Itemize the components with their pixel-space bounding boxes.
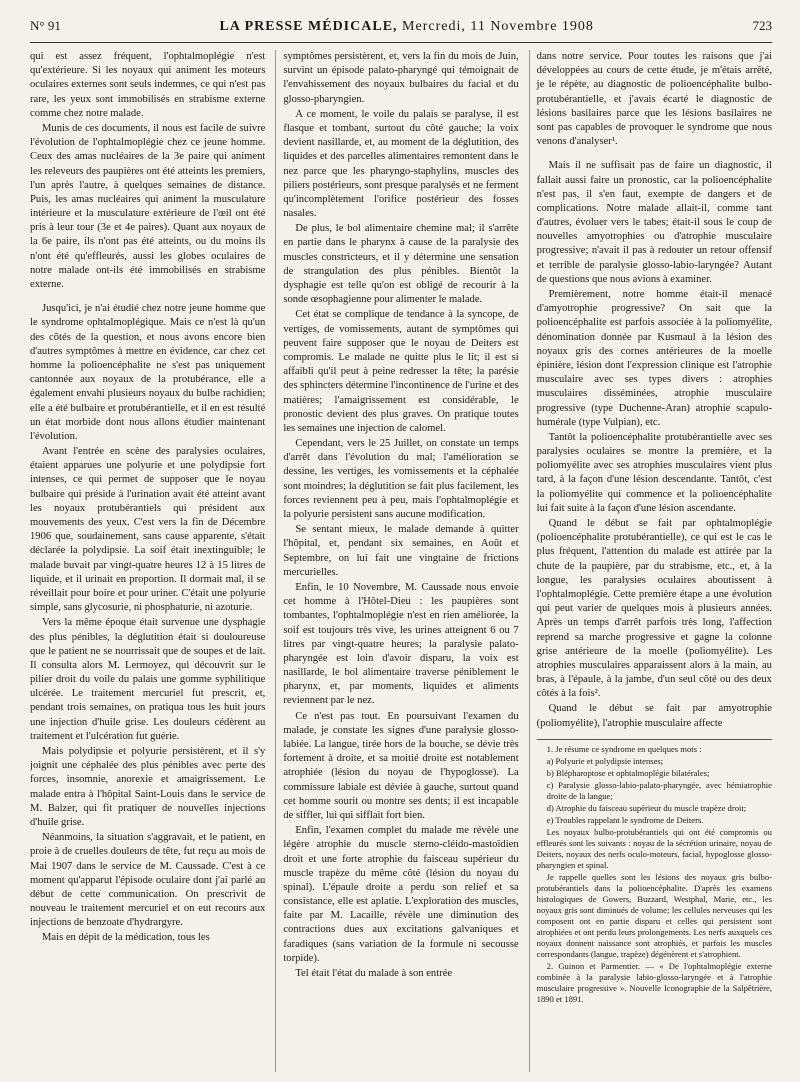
footnote: Je rappelle quelles sont les lésions des noyaux gris bulbo-protubérantiels dans la polioencéphalite. D'après les examens histologiques de Gowers, Buzzard, Westphal, Marie, etc., les noyaux gris sont diminués de volume; les cellules nerveuses qui les composent ont en partie disparu et celles qui persistent sont atrophiées et ont perdu leurs prolongements. Les nerfs auxquels ces noyaux donnent naissance sont atrophiés, et parfois les muscles correspondants (langue, trapèze) dégénèrent et s'atrophient.: [536, 871, 772, 959]
journal-line: [219, 19, 593, 35]
paragraph: Mais il ne suffisait pas de faire un diagnostic, il fallait aussi faire un pronostic, car la polioencéphalite n'est pas, il s'en faut, exempte de dangers et de complications. Notre malade allait-il, comme tant d'autres, évoluer vers le tabes; était-il sous le coup de nouvelles amyotrophies ou d'atrophie musculaire progressive; n'avait il pas à redouter un retour offensif et terrible de paralysie glosso-labio-laryngée? Autant de questions que nous avions à examiner.: [536, 160, 772, 285]
footnote-item: d) Atrophie du faisceau supérieur du muscle trapèze droit;: [546, 802, 747, 813]
paragraph: De plus, le bol alimentaire chemine mal; il s'arrête en partie dans le pharynx à cause de la paralysie des muscles constricteurs, et il y détermine une sensation de strangulation des plus pénibles. Bientôt la dysphagie est telle qu'on est obligé de recourir à la sonde œsophagienne pour alimenter le malade.: [283, 223, 519, 306]
issue-date: Mercredi, 11 Novembre 1908: [402, 19, 594, 34]
page-header: [30, 18, 772, 43]
paragraph: symptômes persistèrent, et, vers la fin du mois de Juin, survint un épisode palato-pharyngé qui témoignait de l'envahissement des noyaux bulbaires du facial et du glosso-pharyngien.: [283, 51, 519, 105]
paragraph: Tantôt la polioencéphalite protubérantielle avec ses paralysies oculaires se montre la première, et la poliomyélite avec ses atrophies musculaires vient plus tard, à la façon d'une lésion descendante. Tantôt, c'est la poliomyélite qui commence et la polioencéphalite lui fait suite à la façon d'une lésion ascendante.: [536, 431, 772, 514]
footnotes: [537, 739, 772, 1005]
column-1: [30, 50, 265, 1072]
footnote: Les noyaux bulbo-protubérantiels qui ont été compromis ou effleurés sont les suivants : noyau de la sécrétion urinaire, noyau de Deiters, noyaux des nerfs oculo-moteurs, facial, hypoglosse glosso-pharyngien et spinal.: [536, 826, 772, 870]
paragraph: Enfin, le 10 Novembre, M. Caussade nous envoie cet homme à l'Hôtel-Dieu : les paupières sont tombantes, l'ophtalmoplégie n'est en rien améliorée, la soif est toujours très vive, les urines atteignent 6 ou 7 litres par vingt-quatre heures; la paralysie palato-pharyngée est loin d'avoir disparu, la voix est nasillarde, le bol alimentaire traverse péniblement le pharynx, et, par moments, liquides et aliments reviennent par le nez.: [283, 581, 519, 707]
article-body: [30, 50, 772, 1072]
paragraph: Tel était l'état du malade à son entrée: [295, 968, 453, 979]
paragraph: Se sentant mieux, le malade demande à quitter l'hôpital, et, pendant six semaines, en Août et Septembre, on lui fait une vingtaine de frictions mercurielles.: [283, 524, 519, 578]
footnote: 2. Guinon et Parmentier. — « De l'ophtalmoplégie externe combinée à la paralysie labio-glosso-laryngée et à l'atrophie musculaire progressive ». Nouvelle Iconographie de la Salpêtrière, 1890 et 1891.: [536, 960, 772, 1004]
paragraph: Jusqu'ici, je n'ai étudié chez notre jeune homme que le syndrome ophtalmoplégique. Mais ce n'est là qu'un des côtés de la question, et nous avons encore bien d'autres symptômes à mettre en évidence, car chez cet homme la polioencéphalite ne s'est pas uniquement cantonnée aux noyaux de la protubérance, elle a également envahi plusieurs noyaux du bulbe rachidien; elle a été bulbaire et protubérantielle, et il en est résulté un état morbide dont nous allons étudier maintenant l'évolution.: [30, 303, 266, 442]
paragraph: Vers la même époque était survenue une dysphagie des plus pénibles, la déglutition était si douloureuse que le patient ne se nourrissait que de soupes et de lait. Il consulta alors M. Lermoyez, qui découvrit sur le pilier droit du voile du palais une gomme syphilitique ulcérée. Le traitement mercuriel fut prescrit, et, pendant trois semaines, on pratiqua tous les huit jours une injection d'huile grise. Les douleurs cédèrent au traitement et l'ulcération fut guérie.: [30, 617, 266, 742]
footnote: 1. Je résume ce syndrome en quelques mots :: [546, 743, 702, 754]
paragraph: Ce n'est pas tout. En poursuivant l'examen du malade, je constate les signes d'une paralysie glosso-labiée. La langue, tirée hors de la bouche, se dévie très fortement à droite, et sa moitié droite est notablement atrophiée (lésion du noyau de l'hypoglosse). La commissure labiale est déviée à gauche, surtout quand cet homme sourit ou montre ses dents; il est incapable de siffler, lui qui sifflait fort bien.: [283, 710, 519, 821]
footnote-item: a) Polyurie et polydipsie intenses;: [546, 755, 664, 766]
paragraph: Néanmoins, la situation s'aggravait, et le patient, en proie à de cruelles douleurs de tête, fut reçu au mois de Mai 1907 dans le service de M. Caussade. C'est à ce moment qu'apparut l'épisode oculaire dont j'ai parlé au début de cette communication. On prescrivit de nouveau le traitement mercuriel et on eut recours aux injections de benzoate d'hydrargyre.: [30, 832, 266, 929]
paragraph: Cet état se complique de tendance à la syncope, de vertiges, de vomissements, autant de symptômes qui peuvent faire supposer que le noyau de Deiters est compromis. Le malade ne quitte plus le lit; il est si affaibli qu'il peut à peine redresser la tête; la parésie des sphincters détermine l'incontinence de l'urine et des matières; l'amaigrissement est considérable, le pronostic devient des plus graves. On pratique toutes les semaines une injection de calomel.: [283, 309, 519, 434]
footnote-item: c) Paralysie glosso-labio-palato-pharyngée, avec hémiatrophie droite de la langue;: [546, 779, 772, 801]
paragraph: Cependant, vers le 25 Juillet, on constate un temps d'arrêt dans l'évolution du mal; l'amélioration se dessine, les vertiges, les vomissements et la céphalée sont moindres; la déglutition se fait plus facilement, les forces reviennent peu à peu, mais l'ophtalmoplégie et la polyurie persistent sans aucune modification.: [283, 438, 519, 520]
paragraph: Avant l'entrée en scène des paralysies oculaires, étaient apparues une polyurie et une polydipsie fort intenses, ce qui permet de supposer que le noyau bulbaire qui préside à l'urination avait été atteint avant les noyaux protubérantiels qui président aux mouvements des yeux. C'est vers la fin de Décembre 1906 que, soudainement, sans cause apparente, s'était déclarée la polydipsie. La soif était inextinguible; le malade buvait par vingt-quatre heures 12 à 15 litres de liquide, et il urinait en proportion. Il dormait mal, il se réveillait pour boire et pour uriner. C'était une polyurie simple, sans glycosurie, ni phosphaturie, ni azoturie.: [30, 446, 266, 614]
issue-number: N° 91: [30, 18, 61, 33]
column-3: [529, 50, 772, 1072]
paragraph: qui est assez fréquent, l'ophtalmoplégie n'est qu'extérieure. Si les noyaux qui animent les moteurs oculaires externes sont seuls indemnes, ce qui n'est pas rare, les yeux sont immobilisés en strabisme externe comme chez notre malade.: [30, 51, 266, 119]
footnote-item: b) Blépharoptose et ophtalmoplégie bilatérales;: [546, 767, 710, 778]
paragraph: Quand le début se fait par ophtalmoplégie (polioencéphalite protubérantielle), ce qui est le cas le plus fréquent, l'attention du malade est attirée par la chute de la paupière, par du strabisme, etc., et, à la longue, les paralysies oculaires aboutissent à l'ophtalmoplégie. Cette première étape a une évolution qui peut varier de quelques mois à plusieurs années. Après un temps d'arrêt parfois très long, l'affection reprend sa marche progressive et gagne la colonne grise antérieure de la moelle (poliomyélite). Les atrophies musculaires apparaissent alors à la main, au bras, à l'épaule, à la jambe, d'un seul côté ou des deux côtés à la fois².: [536, 518, 772, 700]
paragraph: A ce moment, le voile du palais se paralyse, il est flasque et tombant, surtout du côté gauche; la voix devient nasillarde, et, au moment de la déglutition, des liquides et des parcelles alimentaires remontent dans le nez parce que les pharyngo-staphylins, muscles des piliers postérieurs, sont presque paralysés et ne ferment qu'incomplètement l'orifice postérieur des fosses nasales.: [283, 108, 519, 220]
paragraph: Mais polydipsie et polyurie persistèrent, et il s'y joignit une céphalée des plus pénibles avec perte des forces, insomnie, anorexie et amaigrissement. Le malade entra à l'hôpital Saint-Louis dans le service de M. Balzer, qui fit pratiquer de nouvelles injections d'huile grise.: [30, 746, 266, 828]
paragraph: Munis de ces documents, il nous est facile de suivre l'évolution de l'ophtalmoplégie chez ce jeune homme. Ceux des amas nucléaires de la 3e paire qui animent les releveurs des paupières ont été atteints les premiers, l'un après l'autre, à quelques semaines de distance. Puis, les amas nucléaires qui animent la musculature intérieure et la musculature extérieure de l'œil ont été pris à leur tour (3e et 4e paires). Quant aux noyaux de la 6e paire, ils n'ont pas été atteints, ou du moins ils n'ont été qu'effleurés, aussi les globes oculaires de notre malade ont-ils été immobilisés en strabisme externe.: [30, 122, 266, 290]
paragraph: Mais en dépit de la médication, tous les: [42, 932, 210, 944]
paragraph: Premièrement, notre homme était-il menacé d'amyotrophie progressive? On sait que la polioencéphalite est parfois associée à la poliomyélite, dénomination donnée par Kusmaul à la lésion des noyaux gris des cornes antérieures de la moelle épinière, lésion dont l'expression clinique est l'atrophie musculaire avec ses types divers : atrophies musculaires disséminées, atrophie musculaire progressive (type Duchenne-Aran) atrophie scapulo-humérale (type Vulpian), etc.: [536, 289, 772, 428]
column-2: [275, 50, 518, 1072]
paragraph: Enfin, l'examen complet du malade me révèle une légère atrophie du muscle sterno-cléido-mastoïdien droit et une forte atrophie du faisceau supérieur du muscle trapèze du même côté (lésion du noyau du spinal). L'épaule droite a perdu son relief et sa consistance, elle est aplatie. L'exploration des muscles, faite par M. Lacaille, révèle une diminution des contractions dues aux excitations galvaniques et faradiques (sans variation de la formule ni secousse torpide).: [283, 825, 519, 964]
page-number: 723: [752, 18, 772, 33]
paragraph: dans notre service. Pour toutes les raisons que j'ai développées au cours de cette étude, je m'étais arrêté, je le répète, au diagnostic de polioencéphalite bulbo-protubérantielle, et j'avais écarté le diagnostic de lésions basilaires parce que les lésions basilaires ne sont pas capables de provoquer le syndrome que nous venons d'analyser¹.: [536, 51, 772, 148]
footnote-item: e) Troubles rappelant le syndrome de Deiters.: [546, 814, 704, 825]
journal-title: LA PRESSE MÉDICALE,: [219, 19, 398, 34]
paragraph: Quand le début se fait par amyotrophie (poliomyélite), l'atrophie musculaire affecte: [536, 703, 772, 729]
